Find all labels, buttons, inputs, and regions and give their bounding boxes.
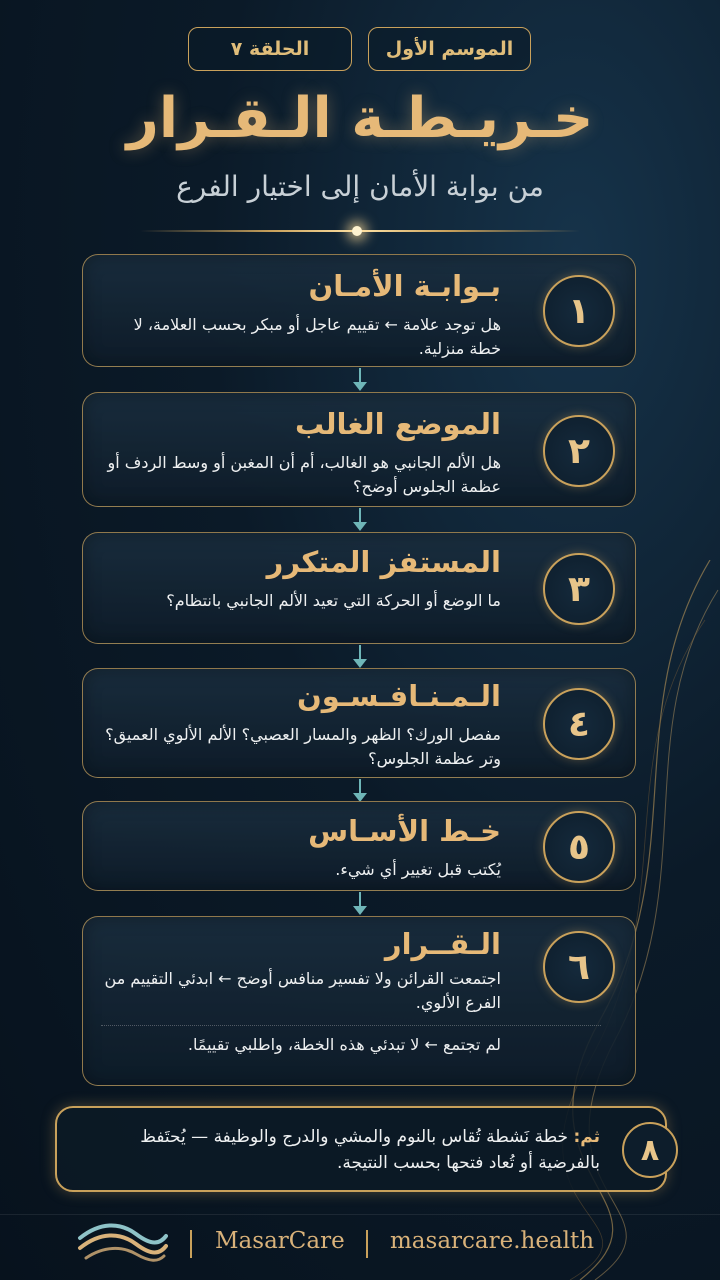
final-step-body: خطة نَشطة تُقاس بالنوم والمشي والدرج والوظيفة — يُحتَفظ بالفرضية أو تُعاد فتحها بحسب النتيجة.: [140, 1127, 600, 1173]
footer-website-link[interactable]: masarcare.health: [390, 1228, 595, 1254]
page-title: خـريـطـة الـقـرار: [126, 86, 594, 151]
step-card-5: [82, 801, 636, 891]
page-subtitle: من بوابة الأمان إلى اختيار الفرع: [176, 170, 544, 203]
step-text-3: ما الوضع أو الحركة التي تعيد الألم الجانبي بانتظام؟: [166, 591, 501, 610]
footer-divider: [0, 1214, 720, 1215]
step-card-6: [82, 916, 636, 1086]
final-step-number: ٨: [622, 1122, 678, 1178]
step-title-2: الموضع الغالب: [294, 407, 501, 441]
step-title-5: خـط الأسـاس: [308, 814, 501, 848]
step-card-1: [82, 254, 636, 367]
episode-badge: الحلقة ٧: [188, 27, 352, 71]
step-card-3: [82, 532, 636, 644]
step-text-6: اجتمعت القرائن ولا تفسير منافس أوضح ← ابدئي التقييم من الفرع الألوي.: [104, 969, 501, 1012]
step-title-1: بـوابـة الأمـان: [308, 269, 501, 303]
step-number-5: ٥: [543, 811, 615, 883]
step-text-6b: لم تجتمع ← لا تبدئي هذه الخطة، واطلبي تقييمًا.: [187, 1035, 501, 1054]
step-title-3: المستفز المتكرر: [266, 545, 501, 579]
footer-separator: [366, 1230, 368, 1258]
step-text-4: مفصل الورك؟ الظهر والمسار العصبي؟ الألم الألوي العميق؟ وتر عظمة الجلوس؟: [105, 725, 501, 768]
step-number-2: ٢: [543, 415, 615, 487]
step-text-1: هل توجد علامة ← تقييم عاجل أو مبكر بحسب العلامة، لا خطة منزلية.: [133, 315, 501, 358]
final-step-text: [80, 1124, 600, 1176]
footer-separator: [190, 1230, 192, 1258]
connector-arrow: [355, 508, 365, 531]
divider-glow: [352, 226, 362, 236]
step-text-5: يُكتب قبل تغيير أي شيء.: [335, 860, 501, 879]
step-card-4: [82, 668, 636, 778]
connector-arrow: [355, 892, 365, 915]
connector-arrow: [355, 779, 365, 802]
final-step-lead: ثم:: [573, 1127, 600, 1147]
dotted-divider: [101, 1025, 601, 1026]
footer-brand: MasarCare: [215, 1228, 345, 1254]
step-number-6: ٦: [543, 931, 615, 1003]
wave-logo-icon: [76, 1216, 168, 1268]
season-badge: الموسم الأول: [368, 27, 531, 71]
step-title-6: الـقــرار: [384, 927, 501, 961]
step-number-1: ١: [543, 275, 615, 347]
step-number-3: ٣: [543, 553, 615, 625]
step-number-4: ٤: [543, 688, 615, 760]
step-text-2: هل الألم الجانبي هو الغالب، أم أن المغبن أو وسط الردف أو عظمة الجلوس أوضح؟: [107, 453, 501, 496]
connector-arrow: [355, 645, 365, 668]
step-card-2: [82, 392, 636, 507]
step-title-4: الـمـنـافـسـون: [297, 679, 501, 713]
connector-arrow: [355, 368, 365, 391]
